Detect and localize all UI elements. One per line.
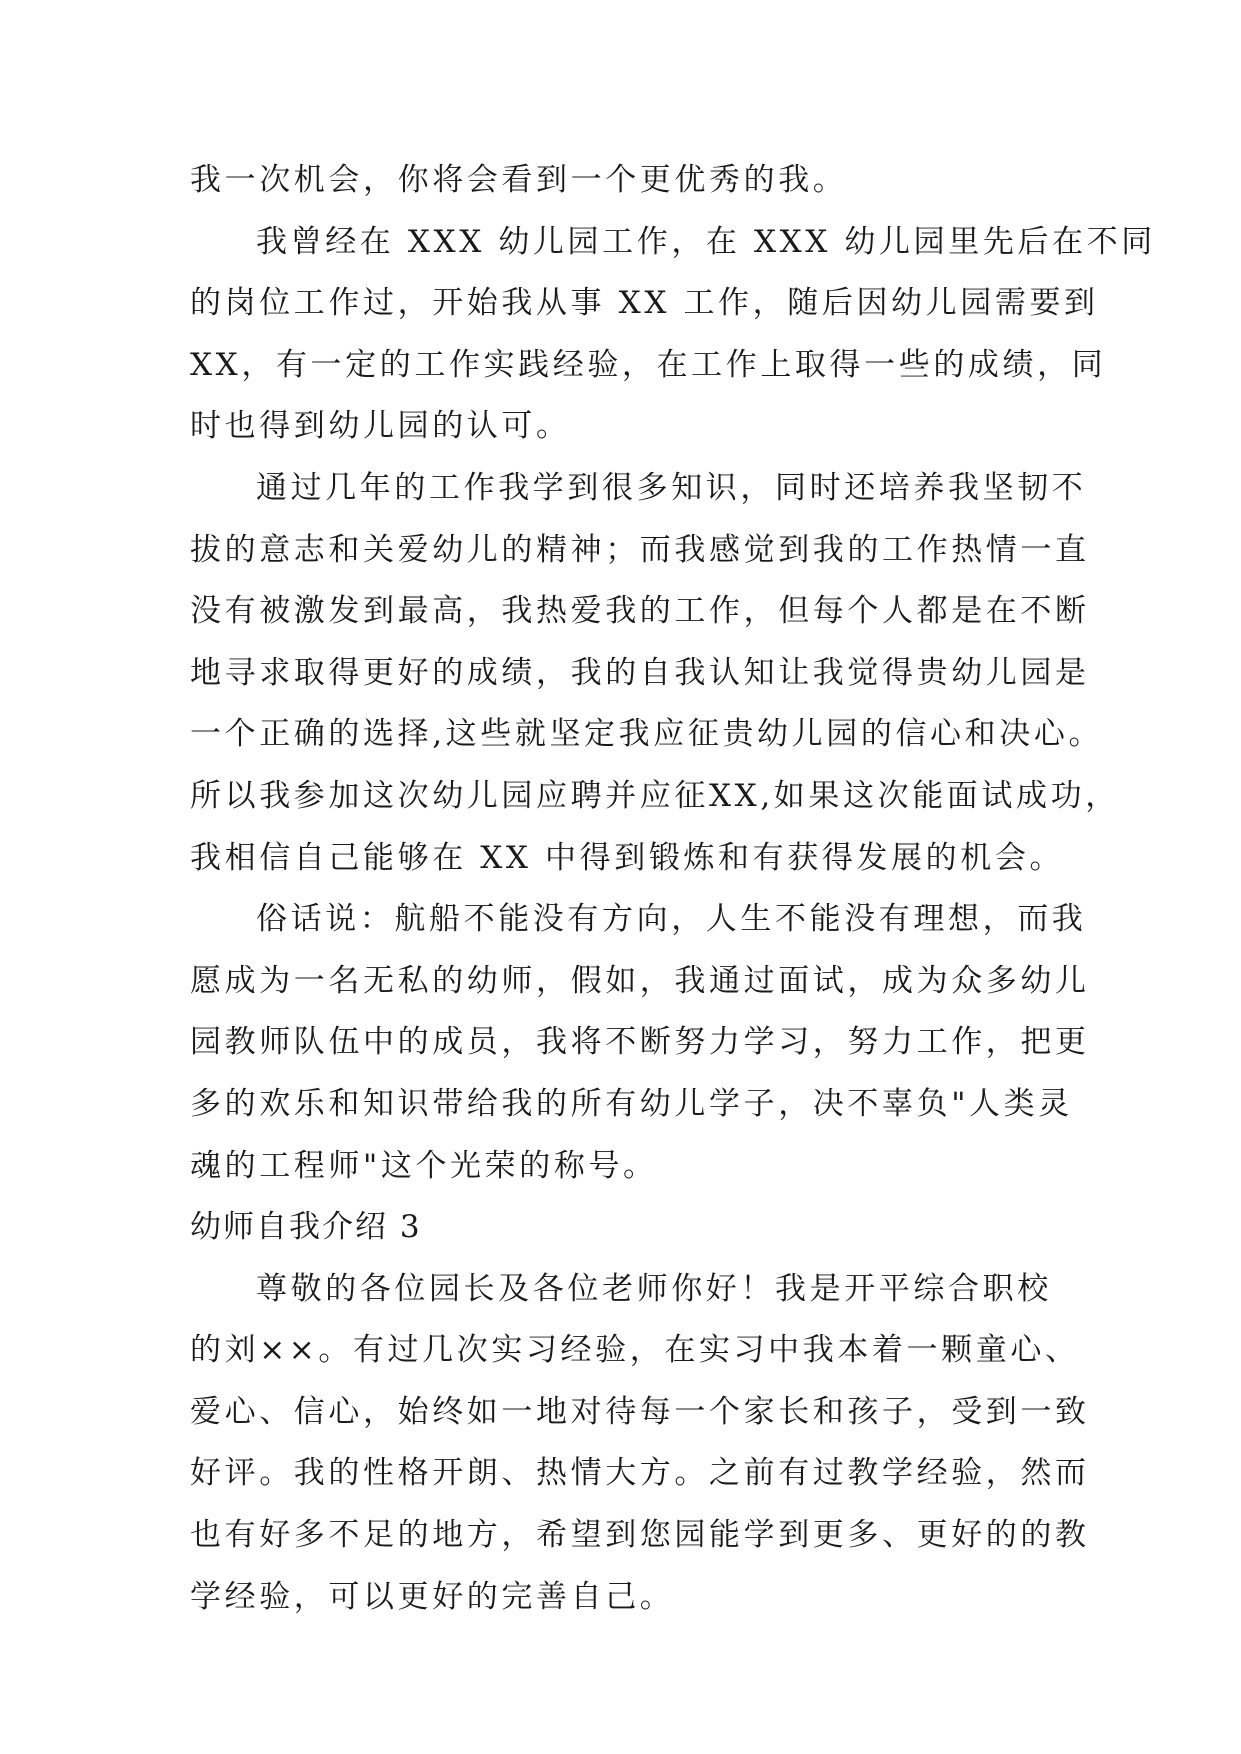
- text-line: 我一次机会，你将会看到一个更优秀的我。: [190, 162, 848, 198]
- text-line: 爱心、信心，始终如一地对待每一个家长和孩子，受到一致: [190, 1393, 1090, 1430]
- paragraph-first-line: 俗话说：航船不能没有方向，人生不能没有理想，而我: [256, 901, 1087, 938]
- document-page: [190, 150, 1156, 1628]
- paragraph-first-line: 尊敬的各位园长及各位老师你好！我是开平综合职校: [256, 1270, 1052, 1307]
- text-line: 的岗位工作过，开始我从事 XX 工作，随后因幼儿园需要到: [190, 285, 1099, 322]
- text-line: 魂的工程师"这个光荣的称号。: [190, 1147, 658, 1184]
- text-line: 一个正确的选择,这些就坚定我应征贵幼儿园的信心和决心。: [190, 716, 1104, 753]
- text-line: 的刘××。有过几次实习经验，在实习中我本着一颗童心、: [190, 1332, 1080, 1369]
- text-line: 所以我参加这次幼儿园应聘并应征XX,如果这次能面试成功，: [190, 777, 1120, 814]
- text-line: 好评。我的性格开朗、热情大方。之前有过教学经验，然而: [190, 1455, 1090, 1492]
- text-line: 时也得到幼儿园的认可。: [190, 408, 571, 445]
- paragraph-first-line: 我曾经在 XXX 幼儿园工作，在 XXX 幼儿园里先后在不同: [256, 223, 1156, 260]
- text-line: 地寻求取得更好的成绩，我的自我认知让我觉得贵幼儿园是: [190, 654, 1090, 691]
- text-line: 愿成为一名无私的幼师，假如，我通过面试，成为众多幼儿: [190, 962, 1090, 999]
- text-line: XX，有一定的工作实践经验，在工作上取得一些的成绩，同: [190, 346, 1107, 383]
- text-line: 我相信自己能够在 XX 中得到锻炼和有获得发展的机会。: [190, 839, 1065, 876]
- section-heading: 幼师自我介绍 3: [190, 1209, 422, 1246]
- text-line: 园教师队伍中的成员，我将不断努力学习，努力工作，把更: [190, 1024, 1090, 1061]
- text-line: 拔的意志和关爱幼儿的精神；而我感觉到我的工作热情一直: [190, 531, 1090, 568]
- text-line: 也有好多不足的地方，希望到您园能学到更多、更好的的教: [190, 1517, 1090, 1554]
- text-line: 学经验，可以更好的完善自己。: [190, 1578, 675, 1615]
- text-line: 没有被激发到最高，我热爱我的工作，但每个人都是在不断: [190, 593, 1090, 630]
- paragraph-first-line: 通过几年的工作我学到很多知识，同时还培养我坚韧不: [256, 469, 1087, 506]
- text-line: 多的欢乐和知识带给我的所有幼儿学子，决不辜负"人类灵: [190, 1085, 1073, 1122]
